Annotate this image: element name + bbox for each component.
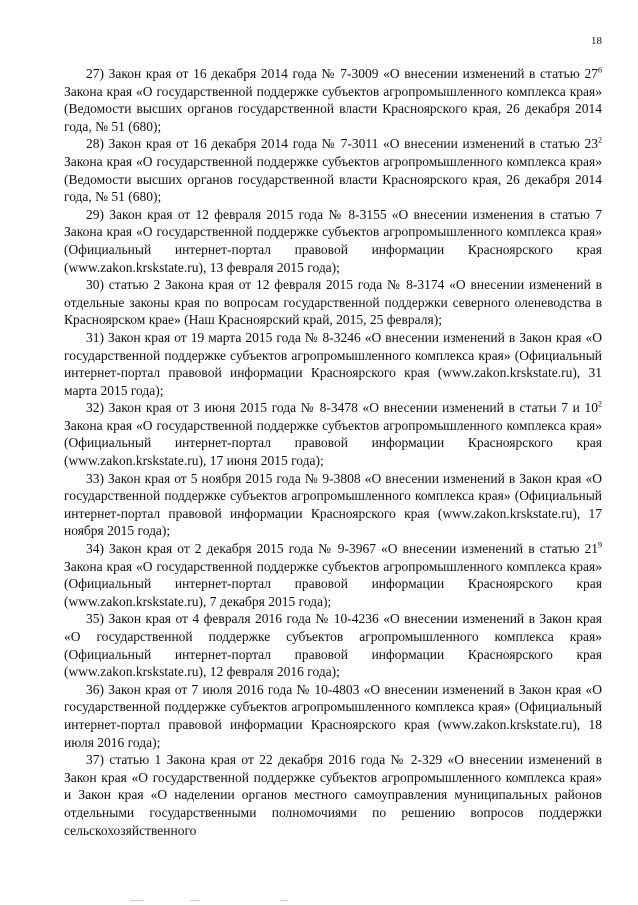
article-superscript: 2 <box>598 399 602 409</box>
list-item <box>64 206 602 276</box>
scan-artifact <box>280 900 288 901</box>
list-item <box>64 610 602 680</box>
item-text: 27) Закон края от 16 декабря 2014 года № 7-3009 «О внесении изменений в статью 27 <box>86 66 598 81</box>
article-superscript: 9 <box>598 540 602 550</box>
item-text-continued: Закона края «О государственной поддержке субъектов агропромышленного комплекса края» (Ведомости высших органов государственной власти Красноярского края, 26 декабря 2014 года, № 51 (680); <box>64 153 602 205</box>
list-item <box>64 135 602 205</box>
item-text: 32) Закон края от 3 июня 2015 года № 8-3478 «О внесении изменений в статьи 7 и 10 <box>86 400 598 416</box>
item-text: 33) Закон края от 5 ноября 2015 года № 9-3808 «О внесении изменений в Закон края «О государственной поддержке субъектов агропромышленного комплекса края» (Официальный интернет-портал правовой информации Красноярского края (www.zakon.krskstate.ru), 17 ноября 2015 года); <box>64 470 602 539</box>
item-text-continued: Закона края «О государственной поддержке субъектов агропромышленного комплекса края» (Официальный интернет-портал правовой информации Красноярского края (www.zakon.krskstate.ru), 17 июня 2015 года); <box>64 417 602 469</box>
scan-artifact <box>190 900 200 901</box>
list-item <box>64 65 602 135</box>
item-text: 34) Закон края от 2 декабря 2015 года № 9-3967 «О внесении изменений в статью 21 <box>86 541 598 557</box>
list-item <box>64 540 602 610</box>
list-item <box>64 681 602 751</box>
item-text: 30) статью 2 Закона края от 12 февраля 2015 года № 8-3174 «О внесении изменений в отдельные законы края по вопросам государственной поддержки северного оленеводства в Красноярском крае» (Наш Красноярский край, 2015, 25 февраля); <box>64 277 602 328</box>
document-body <box>64 65 602 839</box>
item-text: 29) Закон края от 12 февраля 2015 года № 8-3155 «О внесении изменения в статью 7 Закона края «О государственной поддержке субъектов агропромышленного комплекса края» (Официальный интернет-портал правовой информации Красноярского края (www.zakon.krskstate.ru), 13 февраля 2015 года); <box>64 206 602 275</box>
article-superscript: 6 <box>598 65 602 75</box>
list-item <box>64 329 602 399</box>
item-text-continued: Закона края «О государственной поддержке субъектов агропромышленного комплекса края» (Официальный интернет-портал правовой информации Красноярского края (www.zakon.krskstate.ru), 7 декабря 2015 года); <box>64 558 602 609</box>
page-number: 18 <box>591 35 602 47</box>
item-text: 37) статью 1 Закона края от 22 декабря 2016 года № 2-329 «О внесении изменений в Закон края «О государственной поддержке субъектов агропромышленного комплекса края» и Закон края «О наделении органов местного самоуправления муниципальных районов отдельными государственными полномочиями по решению вопросов поддержки сельскохозяйственного <box>64 752 602 838</box>
scan-artifact <box>130 900 144 901</box>
item-text: 35) Закон края от 4 февраля 2016 года № 10-4236 «О внесении изменений в Закон края «О государственной поддержке субъектов агропромышленного комплекса края» (Официальный интернет-портал правовой информации Красноярского края (www.zakon.krskstate.ru), 12 февраля 2016 года); <box>64 611 602 680</box>
list-item <box>64 399 602 469</box>
article-superscript: 2 <box>598 135 602 145</box>
list-item <box>64 751 602 839</box>
item-text: 36) Закон края от 7 июля 2016 года № 10-4803 «О внесении изменений в Закон края «О государственной поддержке субъектов агропромышленного комплекса края» (Официальный интернет-портал правовой информации Красноярского края (www.zakon.krskstate.ru), 18 июля 2016 года); <box>64 681 602 750</box>
list-item <box>64 276 602 329</box>
item-text: 31) Закон края от 19 марта 2015 года № 8-3246 «О внесении изменений в Закон края «О государственной поддержке субъектов агропромышленного комплекса края» (Официальный интернет-портал правовой информации Красноярского края (www.zakon.krskstate.ru), 31 марта 2015 года); <box>64 329 602 398</box>
item-text: 28) Закон края от 16 декабря 2014 года № 7-3011 «О внесении изменений в статью 23 <box>86 136 598 152</box>
list-item <box>64 470 602 540</box>
item-text-continued: Закона края «О государственной поддержке субъектов агропромышленного комплекса края» (Ведомости высших органов государственной власти Красноярского края, 26 декабря 2014 года, № 51 (680); <box>64 83 602 134</box>
